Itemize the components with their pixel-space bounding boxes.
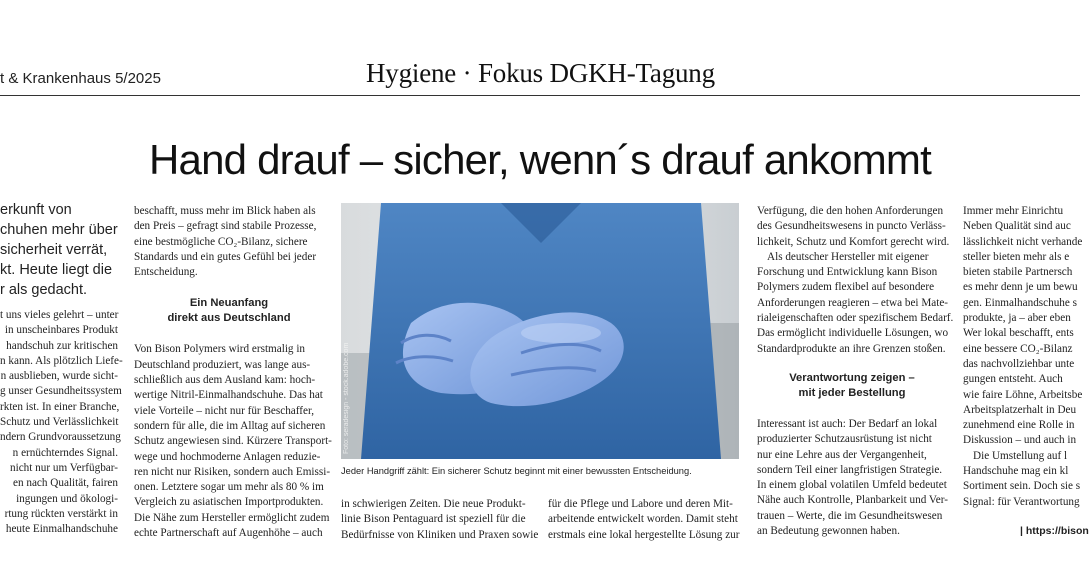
text-line: Immer mehr Einrichtu: [963, 205, 1064, 217]
text-line: Arbeitsplatzerhalt in Deu: [963, 403, 1077, 416]
text-line: echte Partnerschaft auf Augenhöhe – auch: [134, 527, 323, 540]
text-line: produkte, ja – aber eben: [963, 312, 1071, 325]
text-line: nur eine Lehre aus der Vergangenheit,: [757, 448, 927, 461]
text-line: linie Bison Pentaguard ist speziell für die: [341, 513, 526, 526]
text-column-2: [341, 497, 539, 543]
text-line: Die Nähe zum Hersteller ermöglicht zudem: [134, 511, 330, 524]
text-line: in unscheinbares Produkt: [4, 324, 118, 337]
text-line: handschuh zur kritischen: [6, 339, 118, 352]
text-line: g unser Gesundheitssystem: [0, 385, 122, 398]
text-line: eine bessere CO₂-Bilanz: [963, 342, 1073, 355]
text-line: Das ermöglicht individuelle Lösungen, wo: [757, 327, 949, 340]
header-rule: [0, 95, 1080, 96]
text-line: das nachvollziehbar unte: [963, 357, 1075, 370]
text-line: eine bestmögliche CO₂-Bilanz, sichere: [134, 235, 308, 248]
text-line: Entscheidung.: [134, 266, 198, 279]
text-line: sondern Teil einer langfristigen Strategie.: [757, 463, 943, 476]
text-line: in schwierigen Zeiten. Die neue Produkt-: [341, 498, 526, 510]
text-line: bieten stabile Partnersch: [963, 266, 1073, 279]
text-line: erstmals eine lokal hergestellte Lösung zur: [548, 528, 740, 541]
text-line: Wer lokal beschafft, ents: [963, 327, 1074, 340]
subheading-verantwortung: Verantwortung zeigen –: [789, 371, 915, 384]
text-line: Signal: für Verantwortung: [963, 495, 1080, 508]
text-line: en nach Qualität, fairen: [13, 477, 118, 490]
text-column-1: [134, 204, 332, 541]
text-line: Schutz und Verlässlichkeit: [0, 416, 119, 429]
text-line: Die Umstellung auf l: [973, 449, 1068, 462]
source-url[interactable]: | https://bison: [1020, 525, 1089, 537]
lead-line: r als gedacht.: [0, 282, 88, 298]
text-line: Forschung und Entwicklung kann Bison: [757, 266, 938, 279]
text-column-5: [963, 204, 1083, 510]
lead-line: sicherheit verrät,: [0, 242, 108, 258]
text-line: onen. Letztere sogar um mehr als 80 % im: [134, 481, 324, 494]
text-line: lichkeit, Schutz und Komfort gerecht wird.: [757, 235, 950, 248]
text-line: ndern Grundvoraussetzung: [0, 431, 121, 444]
text-line: wertige Nitril-Einmalhandschuhe. Das hat: [134, 389, 323, 402]
article-headline: Hand drauf – sicher, wenn´s drauf ankommt: [149, 136, 931, 183]
subheading-neuanfang-2: direkt aus Deutschland: [167, 312, 291, 325]
text-line: es mehr denn je um bewu: [963, 281, 1078, 294]
lead-line: erkunft von: [0, 202, 72, 218]
text-line: rialeigenschaften oder spezifischem Bedarf.: [757, 312, 954, 325]
text-line: ingungen und ökologi-: [16, 492, 118, 505]
subheading-verantwortung-2: mit jeder Bestellung: [798, 386, 906, 399]
text-line: für die Pflege und Labore und deren Mit-: [548, 498, 733, 510]
section-title: Hygiene · Fokus DGKH-Tagung: [366, 58, 715, 88]
text-line: Vergleich zu asiatischen Importprodukten.: [134, 496, 324, 509]
text-line: schließlich aus dem Ausland kam: hoch-: [134, 374, 316, 387]
text-line: Polymers zudem flexibel auf besondere: [757, 281, 935, 294]
gloves-photo: [341, 203, 739, 459]
text-line: t uns vieles gelehrt – unter: [0, 309, 119, 321]
text-column-3: [548, 497, 738, 543]
text-line: gungen entsteht. Auch: [963, 373, 1063, 386]
text-line: Interessant ist auch: Der Bedarf an lokal: [757, 417, 938, 430]
issue-label: t & Krankenhaus 5/2025: [0, 70, 161, 87]
subheading-neuanfang: Ein Neuanfang: [189, 297, 269, 310]
text-line: an Bedeutung gewonnen haben.: [757, 525, 900, 538]
text-line: Handschuhe mag ein kl: [963, 465, 1069, 478]
lead-line: chuhen mehr über: [0, 222, 118, 238]
text-line: produzierter Schutzausrüstung ist nicht: [757, 433, 932, 446]
text-line: sondern für alle, die im Alltag auf sicheren: [134, 419, 326, 432]
text-line: n kann. Als plötzlich Liefe-: [0, 354, 123, 367]
text-line: Standardprodukte an ihre Grenzen stoßen.: [757, 342, 946, 355]
text-line: Nähe auch Kontrolle, Planbarkeit und Ver-: [757, 494, 948, 507]
text-line: Von Bison Polymers wird erstmalig in: [134, 343, 306, 356]
text-line: zunehmend eine Rolle in: [963, 419, 1075, 432]
text-line: wie faire Löhne, Arbeitsbe: [963, 388, 1083, 401]
text-line: heute Einmalhandschuhe: [5, 523, 118, 536]
text-line: Diskussion – und auch in: [963, 434, 1077, 447]
text-line: rtung rückten verstärkt in: [4, 507, 118, 520]
lead-paragraph: [0, 200, 118, 300]
text-line: viele Vorteile – nicht nur für Beschaffer,: [134, 404, 315, 417]
text-line: des Gesundheitswesens in puncto Verläss-: [757, 220, 946, 233]
text-line: Deutschland produziert, was lange aus-: [134, 358, 311, 371]
photo-caption: Jeder Handgriff zählt: Ein sicherer Schutz beginnt mit einer bewussten Entscheidung.: [341, 466, 692, 476]
text-line: n ernüchterndes Signal.: [12, 446, 118, 459]
photo-credit: Foto: seradesign - stock.adobe.com: [343, 342, 350, 454]
text-line: Schutz angewiesen sind. Kürzere Transport-: [134, 435, 332, 448]
text-line: arbeitende entwickelt worden. Damit steht: [548, 513, 738, 526]
text-line: In einem global volatilen Umfeld bedeutet: [757, 479, 947, 492]
text-line: rkten ist. In einer Branche,: [0, 400, 120, 413]
text-column-4: [757, 204, 954, 539]
text-line: Standards und ein gutes Gefühl bei jeder: [134, 250, 317, 263]
text-line: Sortiment sein. Doch sie s: [963, 480, 1081, 493]
text-line: Anforderungen reagieren – etwa bei Mate-: [757, 296, 949, 309]
text-line: wege und hochmoderne Anlagen reduzie-: [134, 450, 321, 463]
text-line: Als deutscher Hersteller mit eigener: [767, 250, 929, 263]
text-column-0: [0, 308, 123, 537]
text-line: Bedürfnisse von Kliniken und Praxen sowie: [341, 528, 539, 541]
text-line: den Preis – gefragt sind stabile Prozesse,: [134, 220, 317, 233]
text-line: Verfügung, die den hohen Anforderungen: [757, 205, 944, 217]
text-line: n ausblieben, wurde sicht-: [0, 370, 118, 383]
text-line: lässlichkeit nicht verhande: [963, 235, 1083, 248]
text-line: Neben Qualität sind auc: [963, 220, 1071, 233]
text-line: ren nicht nur Risiken, sondern auch Emissi-: [134, 465, 331, 478]
text-line: nicht nur um Verfügbar-: [10, 461, 118, 474]
text-line: beschafft, muss mehr im Blick haben als: [134, 205, 316, 217]
lead-line: kt. Heute liegt die: [0, 262, 113, 278]
text-line: gen. Einmalhandschuhe s: [963, 296, 1078, 309]
text-line: steller bieten mehr als e: [963, 250, 1070, 263]
text-line: trauen – Werte, die im Gesundheitswesen: [757, 509, 943, 522]
